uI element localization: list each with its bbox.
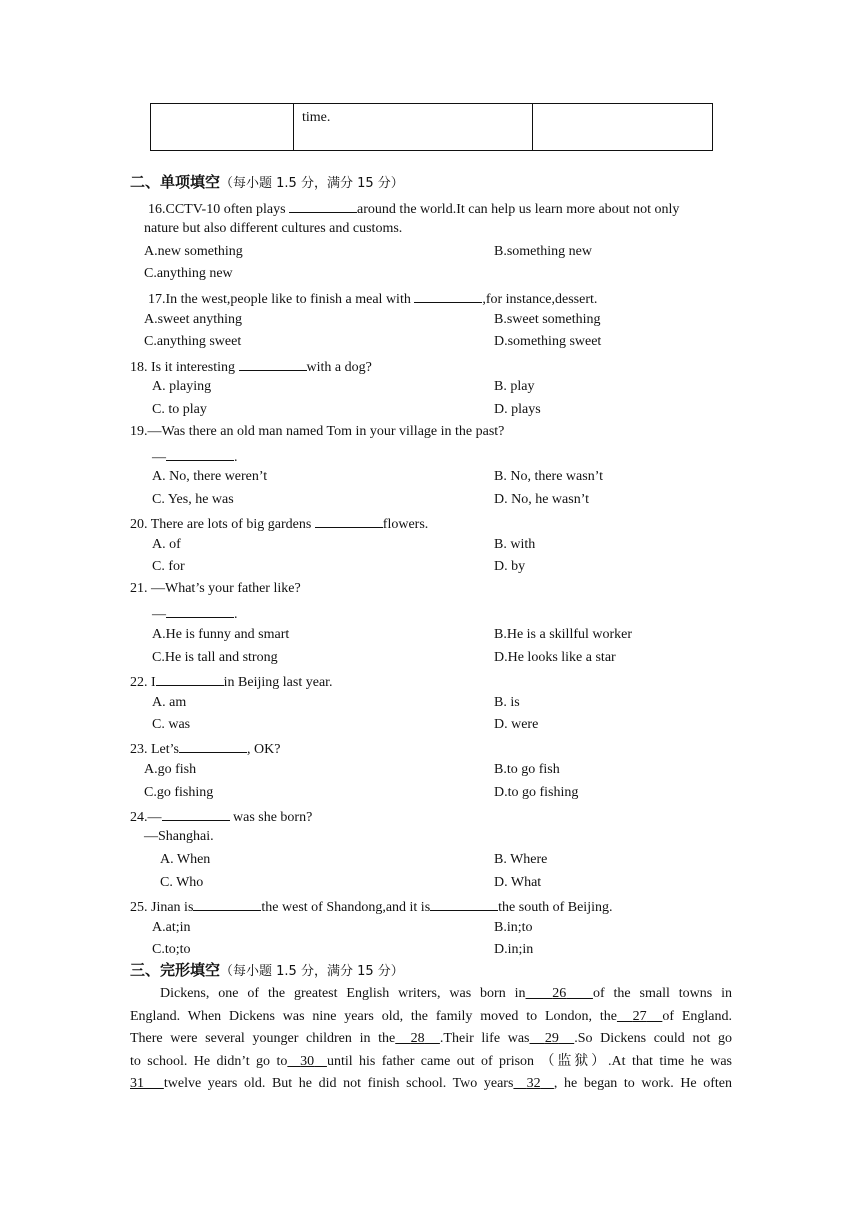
option-a: A. of — [152, 537, 181, 552]
option-c: C.He is tall and strong — [152, 650, 278, 665]
option-a: A.at;in — [152, 920, 191, 935]
cloze-passage — [130, 983, 732, 1096]
option-b: B.something new — [494, 244, 592, 259]
option-b: B. is — [494, 695, 520, 710]
question-stem: 16.CCTV-10 often plays around the world.It can help us learn more about not only — [148, 198, 679, 219]
option-b: B. Where — [494, 852, 548, 867]
question-stem: 23. Let’s , OK? — [130, 738, 280, 759]
option-a: A. When — [160, 852, 211, 867]
answer-line: —Shanghai. — [144, 829, 214, 844]
option-c: C.go fishing — [144, 785, 214, 800]
answer-table — [150, 103, 713, 151]
option-a: A. am — [152, 695, 187, 710]
question-stem: 20. There are lots of big gardens flowers. — [130, 513, 428, 534]
answer-blank — [414, 288, 482, 303]
answer-line: — . — [152, 446, 238, 467]
option-d: D. were — [494, 717, 539, 732]
cloze-blank: 32 — [526, 1076, 541, 1092]
question-stem: 25. Jinan is the west of Shandong,and it is the south of Beijing. — [130, 896, 612, 917]
table-cell: time. — [294, 104, 533, 151]
section-title: 三、完形填空 — [130, 961, 221, 979]
section-heading — [130, 172, 404, 194]
option-d: D.to go fishing — [494, 785, 579, 800]
option-b: B.He is a skillful worker — [494, 627, 633, 642]
section-note: （每小题 1.5 分，满分 15 分） — [220, 964, 404, 979]
table-cell — [533, 104, 713, 151]
cloze-blank: 27 — [632, 1008, 647, 1024]
passage-line: Dickens, one of the greatest English writers, was born in 26 of the small towns in — [160, 986, 733, 1001]
option-b: B. play — [494, 379, 535, 394]
answer-blank — [156, 671, 224, 686]
answer-blank — [166, 446, 234, 461]
option-a: A.sweet anything — [144, 312, 242, 327]
question-stem: 18. Is it interesting with a dog? — [130, 356, 372, 377]
cloze-blank: 29 — [544, 1031, 559, 1047]
option-c: C. was — [152, 717, 191, 732]
option-d: D. plays — [494, 402, 541, 417]
question-stem: 19.—Was there an old man named Tom in your village in the past? — [130, 424, 505, 439]
option-d: D. by — [494, 559, 526, 574]
option-a: A.go fish — [144, 762, 197, 777]
answer-blank — [315, 513, 383, 528]
option-a: A. No, there weren’t — [152, 469, 268, 484]
option-d: D. What — [494, 875, 542, 890]
cloze-blank: 31 — [130, 1076, 144, 1092]
section-note: （每小题 1.5 分，满分 15 分） — [220, 176, 404, 191]
option-b: B.to go fish — [494, 762, 560, 777]
option-c: C.anything sweet — [144, 334, 242, 349]
question-stem: 17.In the west,people like to finish a meal with ,for instance,dessert. — [148, 288, 597, 309]
passage-line: to school. He didn’t go to 30 until his father came out of prison （监狱）.At that time he was — [130, 1053, 733, 1069]
option-c: C. Yes, he was — [152, 492, 234, 507]
question-stem: 24.— was she born? — [130, 806, 312, 827]
cloze-blank: 26 — [552, 986, 567, 1001]
answer-blank — [166, 603, 234, 618]
passage-line: England. When Dickens was nine years old, the family moved to London, the 27 of England. — [130, 1008, 733, 1024]
option-b: B.in;to — [494, 920, 533, 935]
option-c: C.to;to — [152, 942, 191, 957]
answer-blank — [239, 356, 307, 371]
answer-blank — [430, 896, 498, 911]
cloze-blank: 30 — [300, 1053, 315, 1069]
option-c: C. for — [152, 559, 185, 574]
option-d: D. No, he wasn’t — [494, 492, 590, 507]
table-cell — [151, 104, 294, 151]
option-b: B.sweet something — [494, 312, 601, 327]
option-b: B. No, there wasn’t — [494, 469, 603, 484]
passage-line: There were several younger children in the 28 .Their life was 29 .So Dickens could not go — [130, 1031, 733, 1047]
option-c: C. to play — [152, 402, 207, 417]
option-a: A.new something — [144, 244, 243, 259]
passage-line: 31 twelve years old. But he did not finish school. Two years 32 , he began to work. He often — [130, 1076, 733, 1092]
option-d: D.something sweet — [494, 334, 602, 349]
option-d: D.in;in — [494, 942, 534, 957]
answer-blank — [179, 738, 247, 753]
answer-blank — [162, 806, 230, 821]
option-c: C. Who — [160, 875, 204, 890]
answer-line: — . — [152, 603, 238, 624]
question-stem: 21. —What’s your father like? — [130, 581, 301, 596]
option-d: D.He looks like a star — [494, 650, 616, 665]
option-b: B. with — [494, 537, 536, 552]
option-c: C.anything new — [144, 266, 233, 281]
answer-blank — [289, 198, 357, 213]
section-title: 二、单项填空 — [130, 173, 221, 191]
option-a: A. playing — [152, 379, 212, 394]
question-stem-continued: nature but also different cultures and customs. — [144, 221, 403, 236]
option-a: A.He is funny and smart — [152, 627, 290, 642]
cloze-blank: 28 — [410, 1031, 425, 1047]
answer-blank — [193, 896, 261, 911]
question-stem: 22. I in Beijing last year. — [130, 671, 333, 692]
section-heading — [130, 960, 404, 982]
